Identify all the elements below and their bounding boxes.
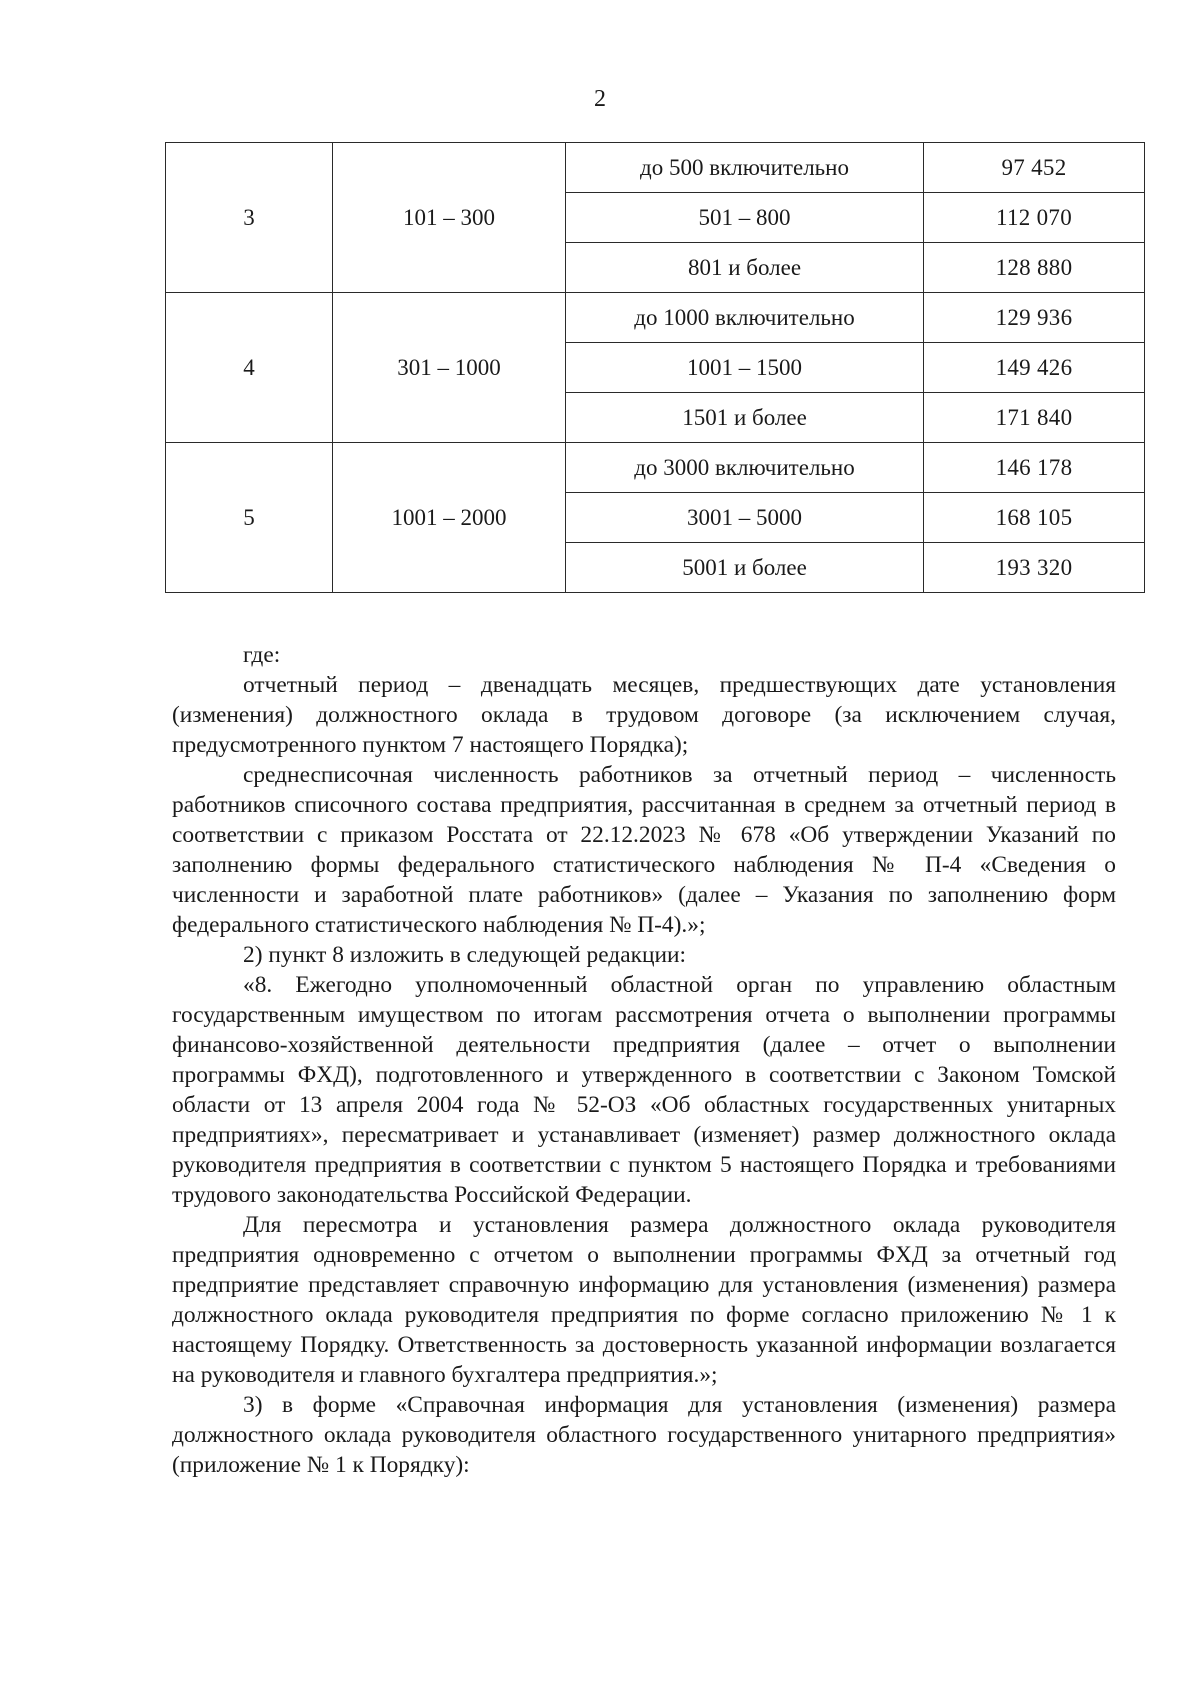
- table-row: [166, 443, 1145, 493]
- amount-cell: 171 840: [924, 393, 1145, 443]
- paragraph-point-8: «8. Ежегодно уполномоченный областной орган по управлению областным государственным имуществом по итогам рассмотрения отчета о выполнении программы финансово-хозяйственной деятельности предприятия (далее – отчет о выполнении программы ФХД), подготовленного и утвержденного в соответствии с Законом Томской области от 13 апреля 2004 года № 52-ОЗ «Об областных государственных унитарных предприятиях», пересматривает и устанавливает (изменяет) размер должностного оклада руководителя предприятия в соответствии с пунктом 5 настоящего Порядка и требованиями трудового законодательства Российской Федерации.: [172, 972, 1116, 1208]
- amount-cell: 128 880: [924, 243, 1145, 293]
- condition-cell: 1001 – 1500: [566, 343, 924, 393]
- table-row: [166, 143, 1145, 193]
- condition-cell: 3001 – 5000: [566, 493, 924, 543]
- amount-cell: 97 452: [924, 143, 1145, 193]
- paragraph-item-3: 3) в форме «Справочная информация для установления (изменения) размера должностного оклада руководителя областного государственного унитарного предприятия» (приложение № 1 к Порядку):: [172, 1392, 1116, 1478]
- condition-cell: 801 и более: [566, 243, 924, 293]
- condition-cell: 501 – 800: [566, 193, 924, 243]
- range-cell: 301 – 1000: [333, 293, 566, 443]
- group-number-cell: 3: [166, 143, 333, 293]
- condition-cell: 5001 и более: [566, 543, 924, 593]
- paragraph-item-2: 2) пункт 8 изложить в следующей редакции:: [243, 942, 687, 968]
- range-cell: 1001 – 2000: [333, 443, 566, 593]
- paragraph-where: где:: [243, 642, 281, 668]
- range-cell: 101 – 300: [333, 143, 566, 293]
- condition-cell: до 500 включительно: [566, 143, 924, 193]
- group-number-cell: 5: [166, 443, 333, 593]
- document-body: [172, 640, 1116, 1480]
- paragraph-revision: Для пересмотра и установления размера должностного оклада руководителя предприятия одновременно с отчетом о выполнении программы ФХД за отчетный год предприятие представляет справочную информацию для установления (изменения) размера должностного оклада руководителя предприятия по форме согласно приложению № 1 к настоящему Порядку. Ответственность за достоверность указанной информации возлагается на руководителя и главного бухгалтера предприятия.»;: [172, 1212, 1116, 1388]
- paragraph-reporting-period: отчетный период – двенадцать месяцев, предшествующих дате установления (изменения) должностного оклада в трудовом договоре (за исключением случая, предусмотренного пунктом 7 настоящего Порядка);: [172, 672, 1116, 758]
- group-number-cell: 4: [166, 293, 333, 443]
- condition-cell: 1501 и более: [566, 393, 924, 443]
- page-number: 2: [594, 86, 606, 112]
- paragraph-average-headcount: среднесписочная численность работников за отчетный период – численность работников списочного состава предприятия, рассчитанная в среднем за отчетный период в соответствии с приказом Росстата от 22.12.2023 № 678 «Об утверждении Указаний по заполнению формы федерального статистического наблюдения № П-4 «Сведения о численности и заработной плате работников» (далее – Указания по заполнению форм федерального статистического наблюдения № П-4).»;: [172, 762, 1116, 938]
- table-row: [166, 293, 1145, 343]
- amount-cell: 193 320: [924, 543, 1145, 593]
- condition-cell: до 1000 включительно: [566, 293, 924, 343]
- amount-cell: 168 105: [924, 493, 1145, 543]
- amount-cell: 112 070: [924, 193, 1145, 243]
- amount-cell: 129 936: [924, 293, 1145, 343]
- condition-cell: до 3000 включительно: [566, 443, 924, 493]
- amount-cell: 149 426: [924, 343, 1145, 393]
- amount-cell: 146 178: [924, 443, 1145, 493]
- salary-table: [165, 142, 1145, 593]
